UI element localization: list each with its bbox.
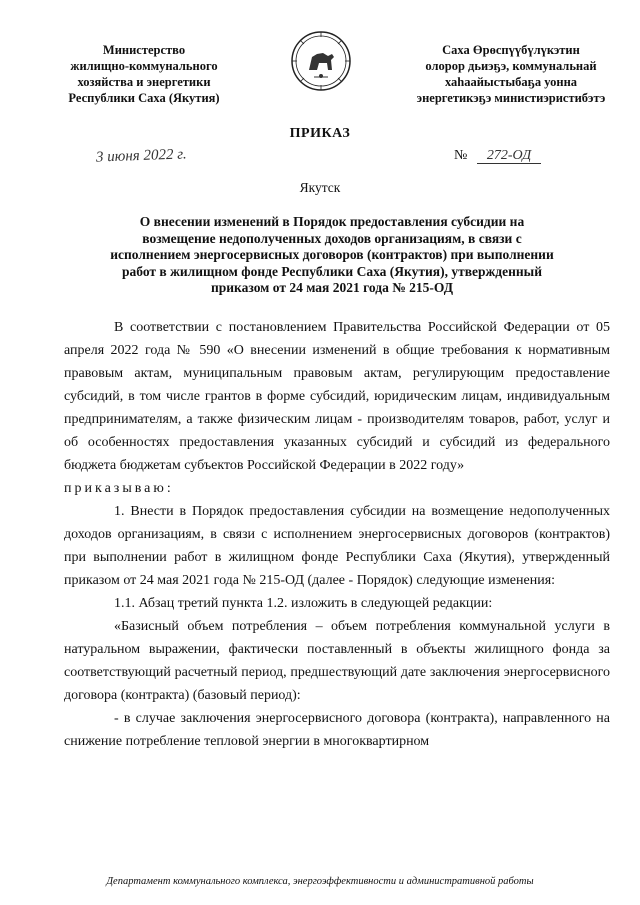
ministry-name-russian <box>44 42 244 106</box>
item-1-1-paragraph: 1.1. Абзац третий пункта 1.2. изложить в следующей редакции: <box>114 596 493 611</box>
order-number <box>454 148 541 164</box>
ministry-line: Министерство <box>102 43 186 57</box>
item-1-paragraph: 1. Внести в Порядок предоставления субсидии на возмещение недополученных доходов организациям, в связи с исполнением энергосервисных договоров (контрактов) при выполнении работ в жилищном фонде Республики Саха (Якутия), утвержденный приказом от 24 мая 2021 года № 215-ОД (далее - Порядок) следующие изменения: <box>64 504 610 588</box>
order-subject: О внесении изменений в Порядок предоставления субсидии на возмещение недополученных доходов организациям, в связи с исполнением энергосервисных договоров (контрактов) при выполнении работ в жилищном фонде Республики Саха (Якутия), утвержденный приказом от 24 мая 2021 года № 215-ОД <box>110 214 554 295</box>
document-body <box>64 316 610 753</box>
bullet-paragraph: - в случае заключения энергосервисного договора (контракта), направленного на снижение потребление тепловой энергии в многоквартирном <box>64 711 610 749</box>
ministry-line: хозяйства и энергетики <box>77 75 211 89</box>
preamble-paragraph: В соответствии с постановлением Правительства Российской Федерации от 05 апреля 2022 года № 590 «О внесении изменений в общие требования к нормативным правовым актам, муниципальным правовым актам, регулирующим предоставление субсидий, в том числе грантов в форме субсидий, юридическим лицам, индивидуальным предпринимателям, а также физическим лицам - производителям товаров, работ, услуг и об особенностях предоставления указанных субсидий и субсидий из федерального бюджета бюджетам субъектов Российской Федерации в 2022 году» <box>64 320 610 473</box>
handwritten-date: 3 июня 2022 г. <box>95 146 187 166</box>
quoted-paragraph: «Базисный объем потребления – объем потребления коммунальной услуги в натуральном выражении, фактически поставленный в объекты жилищного фонда за соответствующий расчетный период, предшествующий дате заключения энергосервисного договора (контракта) (базовый период): <box>64 619 610 703</box>
ministry-line: Саха Өрөспүүбүлүкэтин <box>442 43 580 57</box>
ministry-line: хаһаайыстыбаҕа уонна <box>444 75 578 89</box>
coat-of-arms-emblem-icon <box>290 30 352 92</box>
order-word: приказываю: <box>64 481 174 496</box>
ministry-line: энергетикэҕэ министиэристибэтэ <box>416 91 606 105</box>
handwritten-number: 272-ОД <box>477 148 541 164</box>
ministry-name-yakut <box>400 42 622 106</box>
ministry-line: жилищно-коммунального <box>70 59 218 73</box>
city-name: Якутск <box>299 180 341 195</box>
document-title: ПРИКАЗ <box>289 126 351 141</box>
ministry-line: Республики Саха (Якутия) <box>68 91 220 105</box>
ministry-line: олорор дьиэҕэ, коммунальнай <box>425 59 597 73</box>
department-footer: Департамент коммунального комплекса, энергоэффективности и административной работы <box>106 876 534 887</box>
number-sign: № <box>454 148 468 163</box>
